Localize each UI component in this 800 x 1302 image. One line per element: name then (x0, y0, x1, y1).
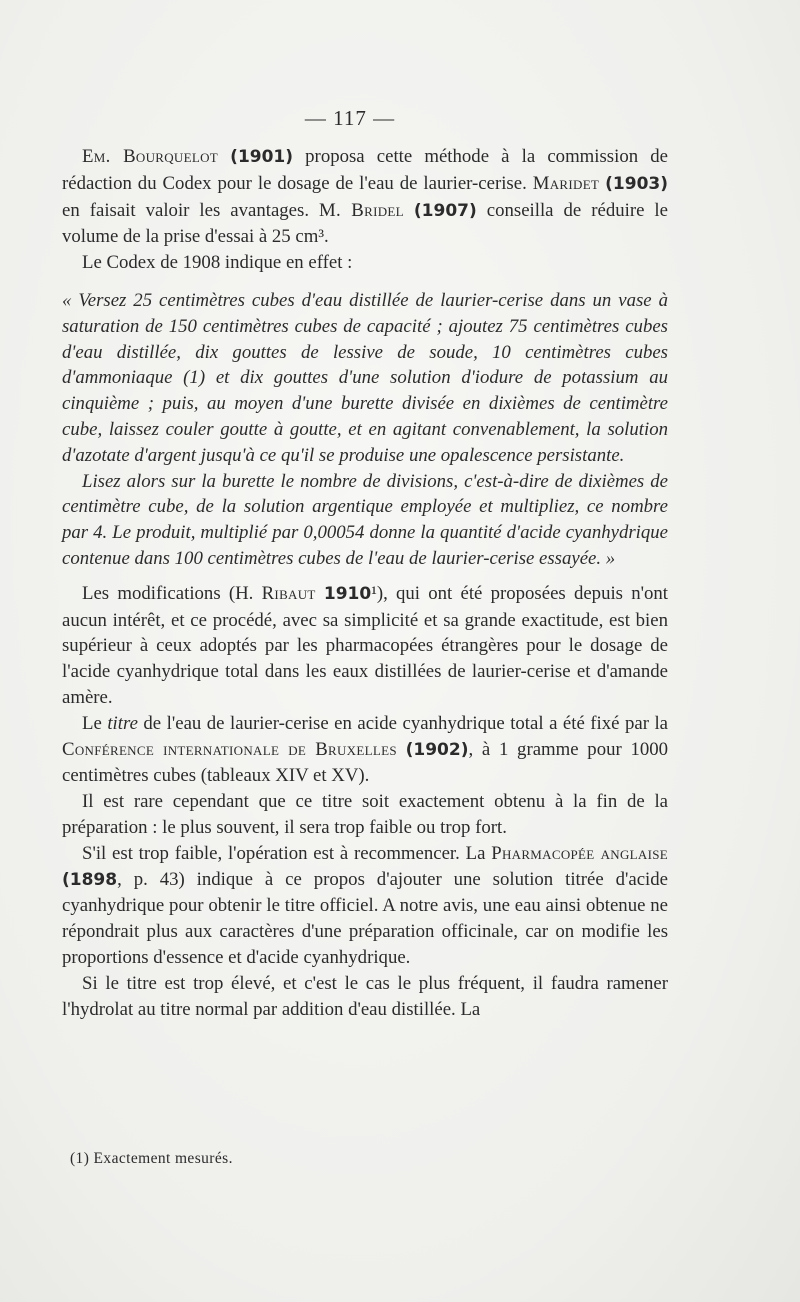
text-run: Lisez alors sur la burette le nombre de divisions, c'est-à-dire de dixièmes de centimètre cube, de la solution argentique employée et multipliez, ce nombre par 4. Le produit, multiplié par 0,00054 donne la quantité d'acide cyanhydrique contenue dans 100 centimètres cubes de l'eau de laurier-cerise essayée. » (62, 470, 668, 569)
text-run: Le Codex de 1908 indique en effet : (82, 252, 353, 274)
paragraph (62, 469, 668, 572)
text-run: « Versez 25 centimètres cubes d'eau distillée de laurier-cerise dans un vase à saturation de 150 centimètres cubes de capacité ; ajoutez 75 centimètres cubes d'eau distillée, dix gouttes de lessive de soude, 10 centimètres cubes d'ammoniaque (1) et dix gouttes d'une solution d'iodure de potassium au cinquième ; puis, au moyen d'une burette divisée en dixièmes de centimètre cube, laissez couler goutte à goutte, et en agitant convenablement, la solution d'azotate d'argent jusqu'à ce qu'il se produise une opalescence persistante. (62, 289, 668, 466)
paragraph (62, 144, 668, 250)
paragraph (62, 276, 668, 469)
text-run: Ribaut (261, 582, 316, 604)
discussion-paragraphs (62, 581, 668, 1023)
text-run (397, 739, 406, 760)
text-run: (1902) (405, 739, 469, 760)
text-run: S'il est trop faible, l'opération est à recommencer. La (82, 842, 492, 864)
text-run: (1901) (230, 147, 294, 167)
text-run: (1907) (413, 200, 477, 221)
text-run: 1910 (323, 583, 372, 604)
text-run: Maridet (532, 172, 600, 194)
codex-quote (62, 276, 668, 572)
text-run: Si le titre est trop élevé, et c'est le cas le plus fréquent, il faudra ramener l'hydrolat au titre normal par addition d'eau distillée. La (62, 972, 668, 1020)
text-run: Le (82, 712, 108, 734)
text-run: , p. 43) indique à ce propos d'ajouter une solution titrée d'acide cyanhydrique pour obtenir le titre officiel. A notre avis, une eau ainsi obtenue ne répondrait plus aux caractères d'une préparation officinale, car on modifie les proportions d'essence et d'acide cyanhydrique. (62, 868, 668, 968)
paragraph (62, 841, 668, 971)
paragraph (62, 971, 668, 1023)
text-run: titre (107, 712, 138, 734)
page-body (62, 144, 668, 1022)
text-run: conseilla de réduire le volume de la prise d'essai à 25 cm³. (62, 199, 668, 248)
footnote: (1) Exactement mesurés. (70, 1150, 233, 1167)
text-run: Il est rare cependant que ce titre soit exactement obtenu à la fin de la préparation : le plus souvent, il sera trop faible ou trop fort. (62, 791, 668, 838)
text-run (218, 146, 230, 167)
text-run: Les modifications (H. (82, 582, 262, 604)
text-run: Conférence internationale de Bruxelles (62, 738, 397, 760)
text-run: (1898 (62, 869, 118, 890)
text-run: M. Bridel (319, 199, 404, 221)
text-run: en faisait valoir les avantages. (62, 199, 320, 221)
text-run (316, 583, 324, 604)
paragraph (62, 711, 668, 789)
text-run: (1903) (605, 173, 668, 194)
paragraph (62, 250, 668, 276)
page-number: — 117 — (304, 106, 396, 130)
text-run: ¹), qui ont été proposées depuis n'ont aucun intérêt, et ce procédé, avec sa simplicité et sa grande exactitude, est bien supérieur à ceux adoptés par les pharmacopées étrangères pour le dosage de l'acide cyanhydrique total dans les eaux distillées de laurier-cerise et d'amande amère. (62, 582, 668, 708)
text-run (404, 200, 414, 221)
text-run: , à 1 gramme pour 1000 centimètres cubes (tableaux XIV et XV). (62, 738, 669, 787)
paragraph (62, 789, 668, 841)
text-run: proposa cette méthode à la commission de rédaction du Codex pour le dosage de l'eau de laurier-cerise. (62, 146, 668, 194)
intro-paragraphs (62, 144, 668, 276)
text-run: de l'eau de laurier-cerise en acide cyanhydrique total a été fixé par la (137, 712, 668, 734)
text-run: Em. Bourquelot (82, 146, 219, 167)
paragraph (62, 581, 668, 711)
text-run: Pharmacopée anglaise (491, 842, 669, 864)
